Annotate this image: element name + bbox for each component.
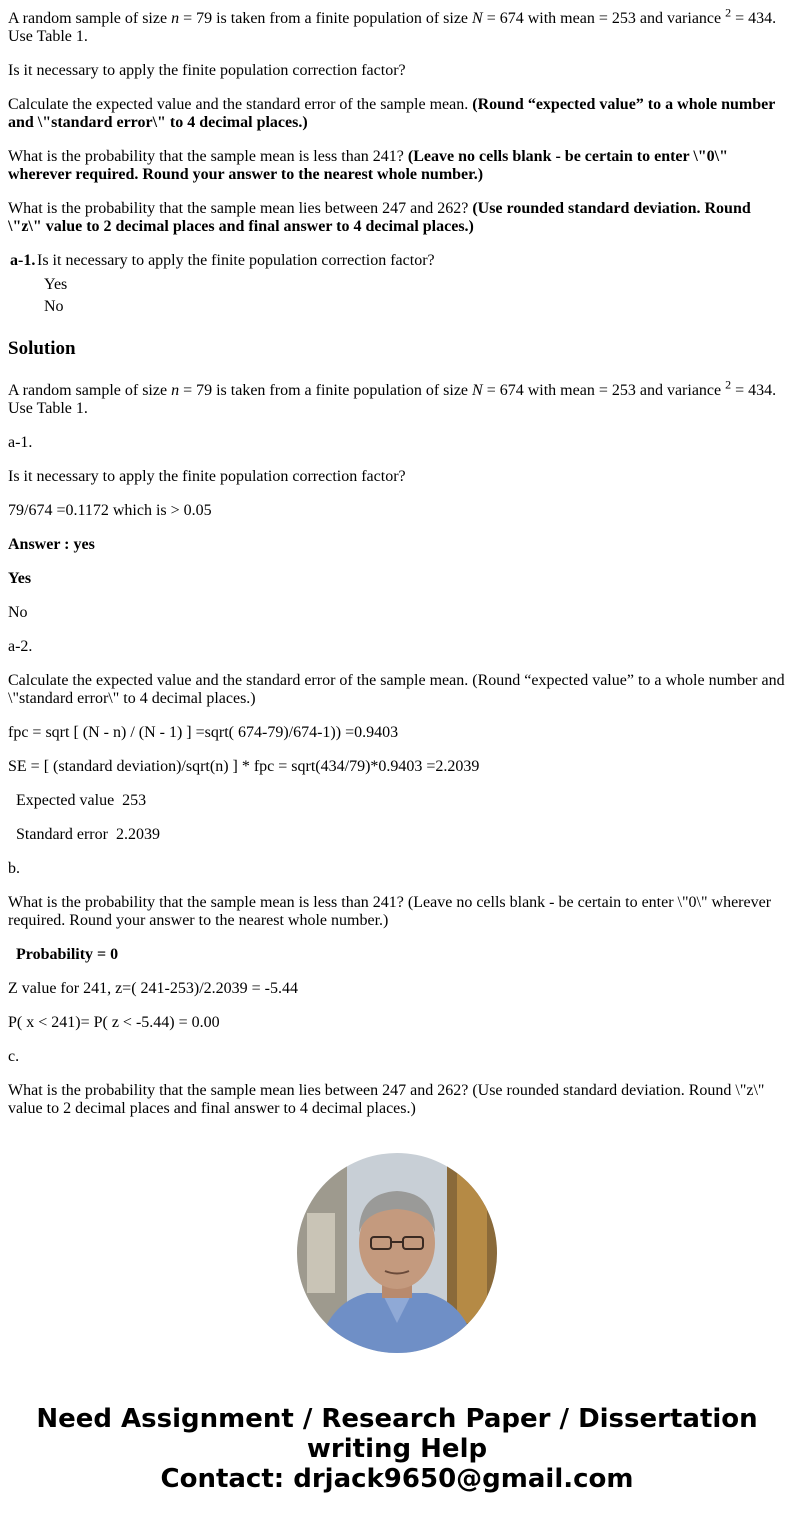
question-instruction: (Round “expected value” to a whole number and \"standard error\" to 4 decimal places.) bbox=[8, 96, 776, 131]
N-symbol: N bbox=[472, 10, 483, 27]
question-text: What is the probability that the sample mean is less than 241? bbox=[8, 148, 408, 165]
solution-c-label: c. bbox=[8, 1048, 20, 1065]
question-intro bbox=[8, 5, 788, 46]
a1-number: a-1. bbox=[10, 252, 36, 269]
expected-value-row bbox=[16, 792, 788, 810]
intro-text: = 79 is taken from a finite population of size bbox=[179, 382, 473, 399]
variance-exponent: 2 bbox=[725, 5, 732, 20]
solution-b-p: P( x < 241)= P( z < -5.44) = 0.00 bbox=[8, 1014, 220, 1031]
promo-line-2: writing Help bbox=[306, 1434, 488, 1464]
document-body bbox=[8, 0, 788, 1122]
expected-value: 253 bbox=[122, 792, 147, 809]
standard-error-value: 2.2039 bbox=[115, 826, 160, 843]
author-portrait-image bbox=[297, 1153, 497, 1353]
solution-intro bbox=[8, 377, 788, 418]
question-c bbox=[8, 200, 788, 236]
question-a2 bbox=[8, 96, 788, 132]
solution-c-question: What is the probability that the sample mean lies between 247 and 262? (Use rounded standard deviation. Round \"z\" value to 2 decimal places and final answer to 4 decimal places.) bbox=[8, 1082, 765, 1117]
promo-banner bbox=[0, 1404, 794, 1494]
intro-text: A random sample of size bbox=[8, 10, 172, 27]
question-instruction: (Leave no cells blank - be certain to enter \"0\" wherever required. Round your answer to the nearest whole number.) bbox=[8, 148, 728, 183]
solution-a2-se: SE = [ (standard deviation)/sqrt(n) ] * fpc = sqrt(434/79)*0.9403 =2.2039 bbox=[8, 758, 480, 775]
probability-answer: Probability = 0 bbox=[16, 946, 119, 963]
expected-value-label: Expected value bbox=[16, 792, 115, 809]
option-yes[interactable]: Yes bbox=[44, 276, 68, 293]
solution-a1-yes bbox=[8, 570, 788, 588]
solution-a1-label: a-1. bbox=[8, 434, 33, 451]
standard-error-label: Standard error bbox=[16, 826, 108, 843]
solution-b-question: What is the probability that the sample mean is less than 241? (Leave no cells blank - be certain to enter \"0\" wherever required. Round your answer to the nearest whole number.) bbox=[8, 894, 772, 929]
n-symbol: n bbox=[171, 382, 180, 399]
solution-b-probability bbox=[16, 946, 788, 964]
intro-text: = 434. Use Table 1. bbox=[8, 382, 777, 417]
solution-a2-fpc: fpc = sqrt [ (N - n) / (N - 1) ] =sqrt( 674-79)/674-1)) =0.9403 bbox=[8, 724, 399, 741]
selected-option: Yes bbox=[8, 570, 32, 587]
a1-question-text: Is it necessary to apply the finite population correction factor? bbox=[37, 252, 435, 269]
standard-error-row bbox=[16, 826, 788, 844]
solution-a1-calc: 79/674 =0.1172 which is > 0.05 bbox=[8, 502, 212, 519]
question-b bbox=[8, 148, 788, 184]
solution-heading: Solution bbox=[8, 338, 76, 359]
author-photo bbox=[297, 1153, 497, 1353]
option-no[interactable]: No bbox=[44, 298, 64, 315]
question-a1: Is it necessary to apply the finite population correction factor? bbox=[8, 62, 406, 79]
solution-a1-no: No bbox=[8, 604, 28, 621]
solution-a1-answer bbox=[8, 536, 788, 554]
intro-text: = 674 with mean = 253 and variance bbox=[482, 382, 726, 399]
intro-text: = 434. Use Table 1. bbox=[8, 10, 777, 45]
solution-a2-label: a-2. bbox=[8, 638, 33, 655]
answer-text: Answer : yes bbox=[8, 536, 95, 553]
solution-a2-question: Calculate the expected value and the standard error of the sample mean. (Round “expected value” to a whole number and \"standard error\" to 4 decimal places.) bbox=[8, 672, 785, 707]
question-text: What is the probability that the sample mean lies between 247 and 262? bbox=[8, 200, 473, 217]
question-instruction: (Use rounded standard deviation. Round \"z\" value to 2 decimal places and final answer to 4 decimal places.) bbox=[8, 200, 751, 235]
n-symbol: n bbox=[171, 10, 180, 27]
question-text: Calculate the expected value and the standard error of the sample mean. bbox=[8, 96, 473, 113]
promo-line-1: Need Assignment / Research Paper / Dissertation bbox=[36, 1404, 758, 1434]
intro-text: A random sample of size bbox=[8, 382, 172, 399]
a1-question-row bbox=[10, 252, 788, 270]
solution-b-z: Z value for 241, z=( 241-253)/2.2039 = -5.44 bbox=[8, 980, 298, 997]
N-symbol: N bbox=[472, 382, 483, 399]
solution-b-label: b. bbox=[8, 860, 20, 877]
variance-exponent: 2 bbox=[725, 377, 732, 392]
solution-a1-question: Is it necessary to apply the finite population correction factor? bbox=[8, 468, 406, 485]
intro-text: = 79 is taken from a finite population of size bbox=[179, 10, 473, 27]
intro-text: = 674 with mean = 253 and variance bbox=[482, 10, 726, 27]
promo-contact: Contact: drjack9650@gmail.com bbox=[160, 1464, 634, 1494]
